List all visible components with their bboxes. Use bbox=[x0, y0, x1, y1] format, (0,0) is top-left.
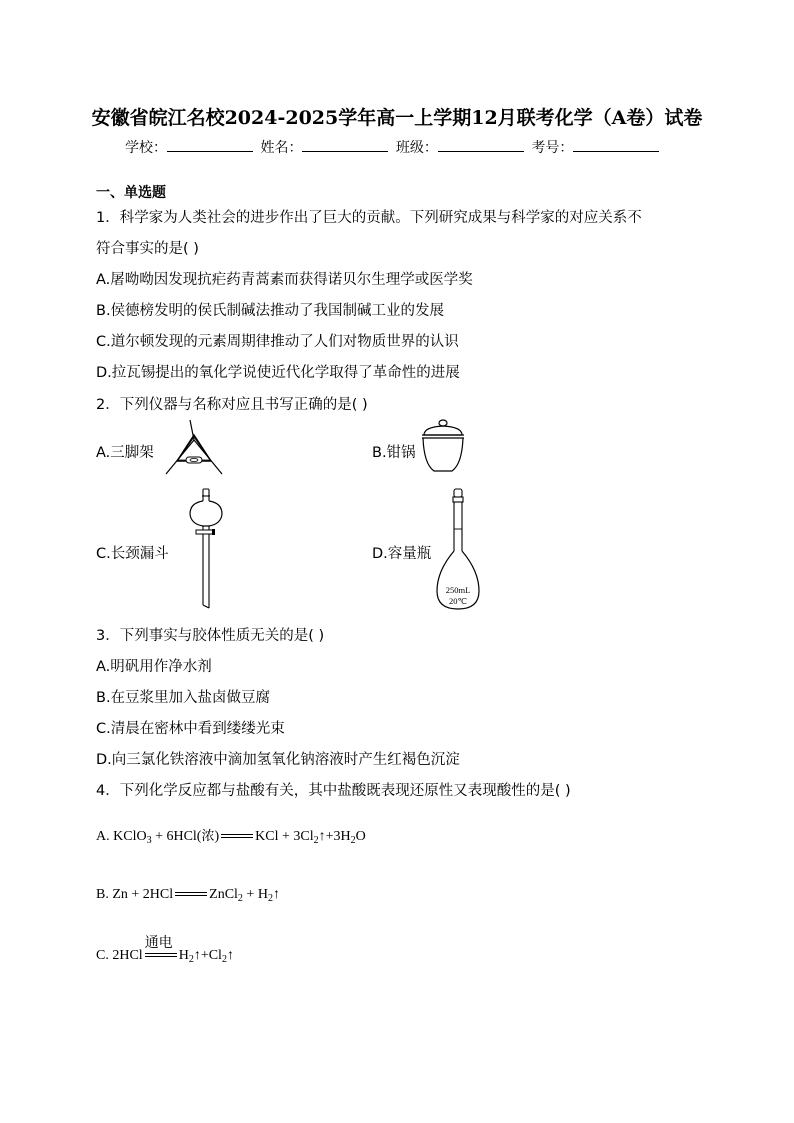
q3-option-b: B.在豆浆里加入盐卤做豆腐 bbox=[96, 690, 271, 706]
tripod-illustration bbox=[158, 418, 228, 478]
q1-option-d: D.拉瓦锡提出的氧化学说使近代化学取得了革命性的进展 bbox=[96, 365, 460, 381]
q4-c-condition: 通电 bbox=[144, 935, 173, 951]
school-blank bbox=[167, 137, 253, 152]
equals-sign bbox=[175, 892, 207, 896]
q4-option-c-equation: C. 2HCl 通电 $H_2↑+Cl_2↑$ bbox=[96, 948, 234, 965]
q1-option-c: C.道尔顿发现的元素周期律推动了人们对物质世界的认识 bbox=[96, 334, 459, 350]
exam-number-blank bbox=[573, 137, 659, 152]
equals-sign bbox=[145, 953, 177, 957]
q4-stem: 4．下列化学反应都与盐酸有关，其中盐酸既表现还原性又表现酸性的是( ) bbox=[96, 783, 571, 799]
section-heading: 一、单选题 bbox=[96, 185, 166, 201]
q1-stem-line2: 符合事实的是( ) bbox=[96, 241, 199, 257]
q4-option-b-equation: B. Zn + 2HCl ZnCl$_2$ + $H_2↑$ bbox=[96, 887, 280, 904]
q4-option-a-equation: A. KClO$_3$ + 6HCl(浓) KCl + $3Cl_2↑+3H_2O$ bbox=[96, 829, 366, 846]
q1-option-b: B.侯德榜发明的侯氏制碱法推动了我国制碱工业的发展 bbox=[96, 303, 445, 319]
equals-sign bbox=[221, 834, 253, 838]
class-blank bbox=[438, 137, 524, 152]
crucible-illustration bbox=[418, 418, 468, 478]
q3-option-d: D.向三氯化铁溶液中滴加氢氧化钠溶液时产生红褐色沉淀 bbox=[96, 752, 460, 768]
flask-temperature-label: 20℃ bbox=[448, 596, 468, 606]
q3-stem: 3．下列事实与胶体性质无关的是( ) bbox=[96, 628, 325, 644]
name-label: 姓名： bbox=[260, 140, 303, 156]
q3-option-c: C.清晨在密林中看到缕缕光束 bbox=[96, 721, 285, 737]
q2-option-a: A.三脚架 bbox=[96, 445, 154, 461]
q3-option-a: A.明矾用作净水剂 bbox=[96, 659, 212, 675]
volumetric-flask-illustration bbox=[434, 487, 482, 613]
page-title: 安徽省皖江名校2024-2025学年高一上学期12月联考化学（A卷）试卷 bbox=[91, 107, 703, 129]
school-label: 学校： bbox=[125, 140, 167, 156]
q2-option-c: C.长颈漏斗 bbox=[96, 546, 169, 562]
name-blank bbox=[302, 137, 388, 152]
q2-option-d: D.容量瓶 bbox=[372, 546, 432, 562]
q2-option-b: B.钳锅 bbox=[372, 445, 416, 461]
q1-stem-line1: 1．科学家为人类社会的进步作出了巨大的贡献。下列研究成果与科学家的对应关系不 bbox=[96, 210, 642, 226]
q2-stem: 2．下列仪器与名称对应且书写正确的是( ) bbox=[96, 397, 368, 413]
student-info-row bbox=[125, 137, 662, 157]
class-label: 班级： bbox=[395, 140, 438, 156]
exam-number-label: 考号： bbox=[531, 140, 574, 156]
flask-volume-label: 250mL bbox=[445, 585, 471, 595]
q1-option-a: A.屠呦呦因发现抗疟药青蒿素而获得诺贝尔生理学或医学奖 bbox=[96, 272, 473, 288]
separatory-funnel-illustration bbox=[186, 487, 226, 611]
